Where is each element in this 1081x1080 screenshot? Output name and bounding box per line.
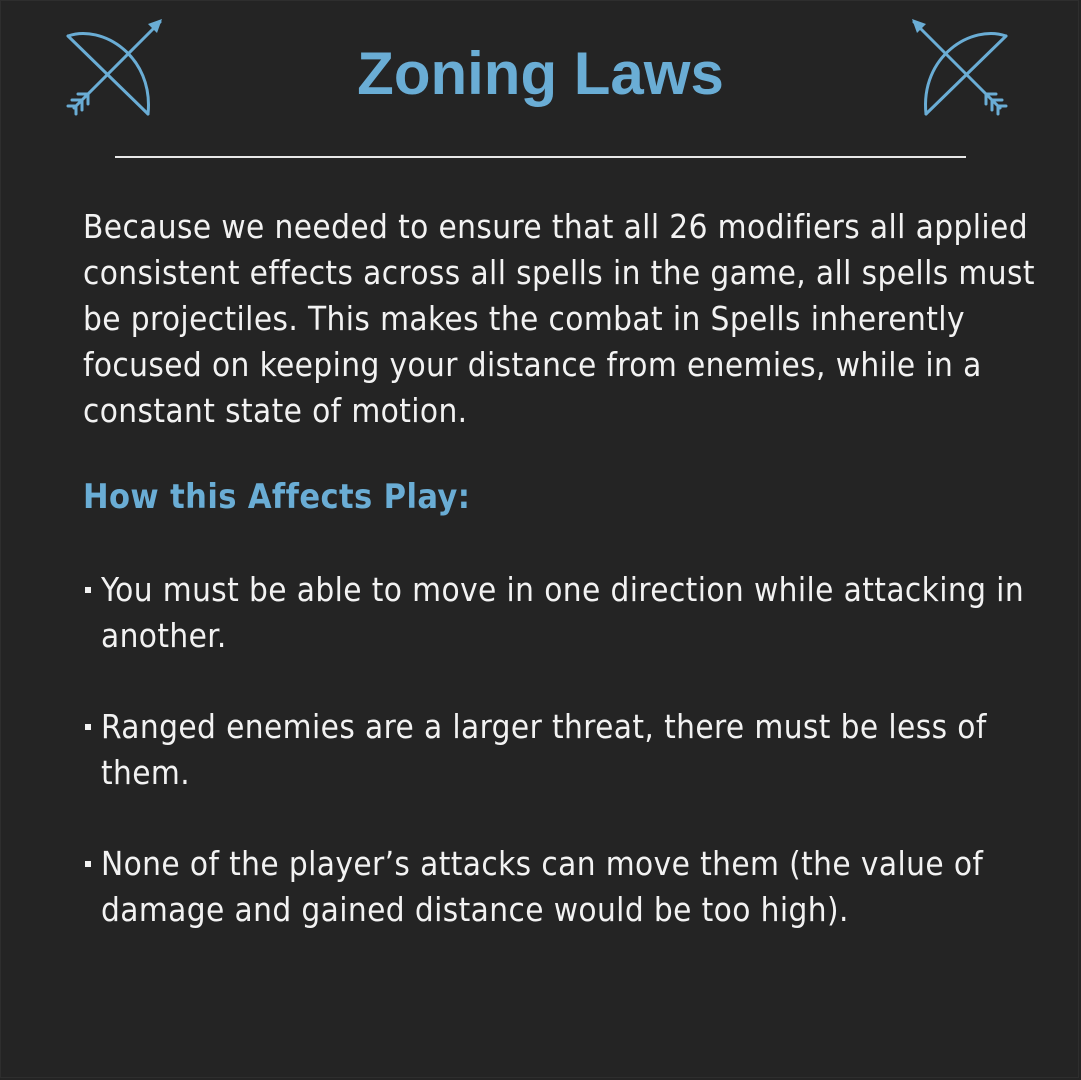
bullet-icon — [85, 724, 91, 730]
list-item — [83, 841, 1043, 933]
effects-list — [83, 567, 1043, 978]
page-title: Zoning Laws — [357, 40, 724, 107]
list-item — [83, 704, 1043, 796]
section-heading: How this Affects Play: — [83, 477, 471, 517]
intro-paragraph: Because we needed to ensure that all 26 modifiers all applied consistent effects across all spells in the game, all spells must be projectiles. This makes the combat in Spells inherently focused on keeping your distance from enemies, while in a constant state of motion. — [83, 207, 1035, 430]
list-item-text: None of the player’s attacks can move them (the value of damage and gained distance would be too high). — [101, 844, 984, 929]
list-item-text: Ranged enemies are a larger threat, there must be less of them. — [101, 707, 987, 792]
list-item-text: You must be able to move in one direction while attacking in another. — [101, 570, 1025, 655]
bullet-icon — [85, 861, 91, 867]
title-divider — [115, 156, 966, 158]
list-item — [83, 567, 1043, 659]
bullet-icon — [85, 587, 91, 593]
